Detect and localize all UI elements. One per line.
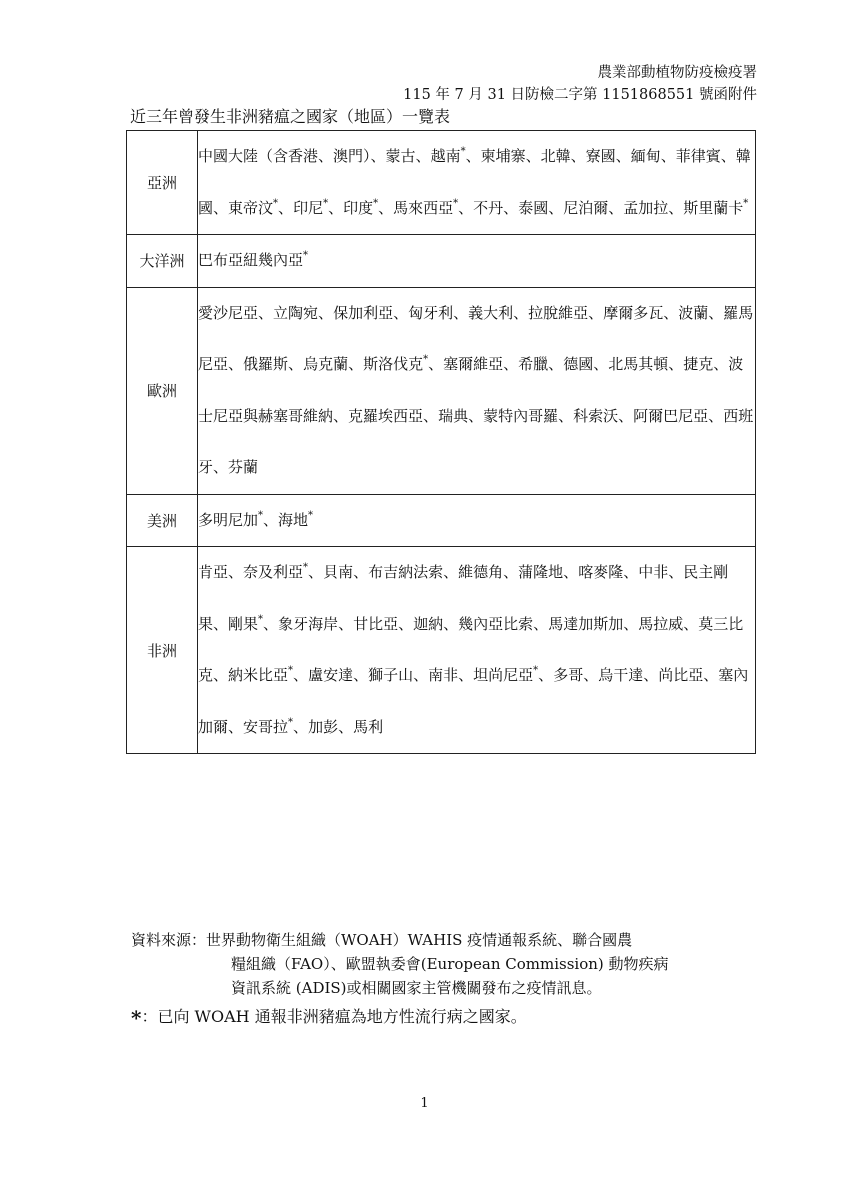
country-name: 加彭 — [308, 717, 339, 736]
document-reference: 115 年 7 月 31 日防檢二字第 1151868551 號函附件 — [403, 87, 757, 103]
country-name: 愛沙尼亞 — [198, 303, 259, 322]
list-separator: 、 — [468, 406, 484, 425]
country-name: 南非 — [428, 666, 459, 684]
endemic-asterisk: * — [258, 509, 264, 521]
country-name: 馬利 — [353, 717, 384, 736]
country-name: 北韓 — [540, 147, 571, 165]
list-separator: 、 — [278, 198, 294, 217]
country-name: 蒙特內哥羅 — [483, 406, 559, 425]
list-separator: 、 — [533, 614, 549, 633]
country-name: 多明尼加 — [198, 510, 259, 529]
country-name: 東帝汶 — [228, 198, 274, 217]
table-row — [127, 287, 756, 494]
asterisk-footnote — [131, 1004, 527, 1031]
list-separator: 、 — [538, 666, 554, 684]
table-row — [127, 494, 756, 547]
list-separator: 、 — [393, 303, 409, 322]
country-name: 韓國 — [198, 147, 751, 217]
list-separator: 、 — [525, 147, 541, 165]
country-name: 幾內亞比索 — [458, 614, 534, 633]
region-africa: 非洲 — [127, 547, 198, 754]
country-name: 波蘭 — [678, 303, 709, 322]
list-separator: 、 — [293, 666, 309, 684]
country-name: 奈及利亞 — [243, 563, 304, 581]
endemic-asterisk: * — [460, 146, 466, 157]
endemic-asterisk: * — [423, 354, 429, 365]
list-separator: 、 — [458, 198, 474, 217]
country-name: 獅子山 — [368, 666, 414, 684]
list-separator: 、 — [443, 563, 459, 581]
table-row — [127, 235, 756, 288]
country-name: 剛果 — [228, 614, 259, 633]
endemic-asterisk: * — [453, 197, 459, 209]
endemic-asterisk: * — [308, 509, 314, 521]
endemic-asterisk: * — [743, 197, 749, 209]
list-separator: 、 — [708, 303, 724, 322]
list-separator: 、 — [558, 406, 574, 425]
list-separator: 、 — [618, 406, 634, 425]
country-name: 喀麥隆 — [578, 563, 624, 581]
list-separator: 、 — [333, 406, 349, 425]
list-separator: 、 — [708, 406, 724, 425]
list-separator: 、 — [458, 666, 474, 684]
country-table — [126, 130, 756, 754]
country-name: 尚比亞 — [658, 666, 704, 684]
country-name: 盧安達 — [308, 666, 354, 684]
country-name: 中非 — [638, 563, 669, 581]
asterisk-marker: * — [131, 1006, 142, 1030]
list-separator: 、 — [353, 563, 369, 581]
list-separator: 、 — [548, 355, 564, 373]
country-name: 海地 — [278, 510, 309, 529]
country-name: 印尼 — [293, 198, 324, 217]
list-separator: 、 — [228, 717, 244, 736]
list-separator: 、 — [213, 198, 229, 217]
endemic-asterisk: * — [323, 197, 329, 209]
country-name: 塞爾維亞 — [443, 355, 504, 373]
country-name: 摩爾多瓦 — [603, 303, 664, 322]
country-name: 印度 — [343, 198, 374, 217]
country-name: 柬埔寨 — [480, 147, 526, 165]
country-name: 克羅埃西亞 — [348, 406, 424, 425]
list-separator: 、 — [338, 717, 354, 736]
list-separator: 、 — [583, 666, 599, 684]
list-separator: 、 — [378, 198, 394, 217]
endemic-asterisk: * — [258, 613, 264, 625]
country-name: 維德角 — [458, 563, 504, 581]
list-separator: 、 — [308, 563, 324, 581]
country-name: 巴布亞紐幾內亞 — [198, 251, 304, 269]
list-separator: 、 — [228, 355, 244, 373]
list-separator: 、 — [465, 147, 481, 165]
list-separator: 、 — [258, 303, 274, 322]
list-separator: 、 — [503, 563, 519, 581]
page-title: 近三年曾發生非洲豬瘟之國家（地區）一覽表 — [130, 107, 451, 126]
list-separator: 、 — [213, 666, 229, 684]
list-separator: 、 — [683, 614, 699, 633]
country-name: 烏干達 — [598, 666, 644, 684]
country-name: 迦納 — [413, 614, 444, 633]
country-name: 捷克 — [683, 355, 714, 373]
country-name: 納米比亞 — [228, 666, 289, 684]
country-name: 菲律賓 — [675, 147, 721, 165]
list-separator: 、 — [663, 303, 679, 322]
country-name: 布吉納法索 — [368, 563, 444, 581]
country-name: 孟加拉 — [623, 198, 669, 217]
list-separator: 、 — [615, 147, 631, 165]
list-separator: 、 — [513, 303, 529, 322]
country-name: 拉脫維亞 — [528, 303, 589, 322]
list-separator: 、 — [213, 458, 229, 476]
country-name: 坦尚尼亞 — [473, 666, 534, 684]
endemic-asterisk: * — [533, 665, 539, 676]
list-separator: 、 — [228, 563, 244, 581]
list-separator: 、 — [548, 198, 564, 217]
country-name: 肯亞 — [198, 563, 229, 581]
country-name: 尼泊爾 — [563, 198, 609, 217]
list-separator: 、 — [318, 303, 334, 322]
country-name: 莫三比克 — [198, 614, 744, 684]
country-name: 瑞典 — [438, 406, 469, 425]
list-separator: 、 — [570, 147, 586, 165]
list-separator: 、 — [293, 717, 309, 736]
country-name: 希臘 — [518, 355, 549, 373]
country-name: 芬蘭 — [228, 458, 259, 476]
country-name: 義大利 — [468, 303, 514, 322]
list-separator: 、 — [703, 666, 719, 684]
region-americas: 美洲 — [127, 494, 198, 547]
list-separator: 、 — [623, 563, 639, 581]
list-separator: 、 — [413, 666, 429, 684]
list-separator: 、 — [608, 198, 624, 217]
list-separator: 、 — [668, 355, 684, 373]
country-name: 蒙古 — [385, 147, 416, 165]
list-separator: 、 — [398, 614, 414, 633]
country-name: 北馬其頓 — [608, 355, 669, 373]
endemic-asterisk: * — [273, 197, 279, 209]
country-name: 斯里蘭卡 — [683, 198, 744, 217]
list-separator: 、 — [328, 198, 344, 217]
region-asia: 亞洲 — [127, 131, 198, 235]
country-name: 阿爾巴尼亞 — [633, 406, 709, 425]
source-line-2: 糧組織（FAO）、歐盟執委會(European Commission) 動物疾病 — [231, 955, 669, 973]
country-name: 波士尼亞與赫塞哥維納 — [198, 355, 744, 425]
country-name: 德國 — [563, 355, 594, 373]
list-separator: 、 — [263, 510, 279, 529]
country-name: 斯洛伐克 — [363, 355, 424, 373]
list-separator: 、 — [503, 355, 519, 373]
europe-country-list — [198, 287, 756, 494]
list-separator: 、 — [668, 198, 684, 217]
country-name: 不丹 — [473, 198, 504, 217]
country-name: 泰國 — [518, 198, 549, 217]
country-name: 烏克蘭 — [303, 355, 349, 373]
list-separator: 、 — [593, 355, 609, 373]
country-name: 象牙海岸 — [278, 614, 339, 633]
country-name: 緬甸 — [630, 147, 661, 165]
list-separator: 、 — [668, 563, 684, 581]
country-name: 越南 — [430, 147, 461, 165]
region-europe: 歐洲 — [127, 287, 198, 494]
list-separator: 、 — [453, 303, 469, 322]
endemic-asterisk: * — [303, 250, 309, 261]
country-name: 甘比亞 — [353, 614, 399, 633]
asia-country-list — [198, 131, 756, 235]
country-name: 中國大陸（含香港、澳門） — [198, 147, 371, 165]
country-name: 民主剛果 — [198, 563, 729, 633]
agency-name: 農業部動植物防疫檢疫署 — [597, 65, 757, 81]
list-separator: 、 — [623, 614, 639, 633]
list-separator: 、 — [588, 303, 604, 322]
oceania-country-list — [198, 235, 756, 288]
country-name: 俄羅斯 — [243, 355, 289, 373]
list-separator: 、 — [643, 666, 659, 684]
endemic-asterisk: * — [288, 665, 294, 676]
country-name: 馬來西亞 — [393, 198, 454, 217]
list-separator: 、 — [720, 147, 736, 165]
list-separator: 、 — [370, 147, 386, 165]
list-separator: 、 — [353, 666, 369, 684]
source-line-3: 資訊系統 (ADIS)或相關國家主管機關發布之疫情訊息。 — [231, 979, 602, 997]
footnote-text: ：已向 WOAH 通報非洲豬瘟為地方性流行病之國家。 — [141, 1007, 527, 1026]
country-name: 貝南 — [323, 563, 354, 581]
country-name: 西班牙 — [198, 406, 754, 476]
list-separator: 、 — [660, 147, 676, 165]
list-separator: 、 — [503, 198, 519, 217]
country-name: 羅馬尼亞 — [198, 303, 754, 373]
region-oceania: 大洋洲 — [127, 235, 198, 288]
country-name: 馬達加斯加 — [548, 614, 624, 633]
country-name: 匈牙利 — [408, 303, 454, 322]
source-line-1: 資料來源：世界動物衛生組織（WOAH）WAHIS 疫情通報系統、聯合國農 — [131, 931, 633, 949]
list-separator: 、 — [288, 355, 304, 373]
endemic-asterisk: * — [288, 716, 294, 728]
country-name: 蒲隆地 — [518, 563, 564, 581]
table-row — [127, 131, 756, 235]
list-separator: 、 — [428, 355, 444, 373]
list-separator: 、 — [338, 614, 354, 633]
table-row — [127, 547, 756, 754]
country-name: 塞內加爾 — [198, 666, 749, 736]
list-separator: 、 — [443, 614, 459, 633]
data-source-note — [131, 928, 771, 1000]
list-separator: 、 — [563, 563, 579, 581]
americas-country-list — [198, 494, 756, 547]
endemic-asterisk: * — [303, 562, 309, 573]
country-name: 保加利亞 — [333, 303, 394, 322]
country-name: 寮國 — [585, 147, 616, 165]
country-name: 立陶宛 — [273, 303, 319, 322]
endemic-asterisk: * — [373, 197, 379, 209]
list-separator: 、 — [713, 355, 729, 373]
country-name: 安哥拉 — [243, 717, 289, 736]
africa-country-list — [198, 547, 756, 754]
list-separator: 、 — [213, 614, 229, 633]
page-number: 1 — [420, 1096, 429, 1111]
list-separator: 、 — [415, 147, 431, 165]
list-separator: 、 — [348, 355, 364, 373]
list-separator: 、 — [423, 406, 439, 425]
country-name: 馬拉威 — [638, 614, 684, 633]
country-name: 科索沃 — [573, 406, 619, 425]
list-separator: 、 — [263, 614, 279, 633]
country-name: 多哥 — [553, 666, 584, 684]
